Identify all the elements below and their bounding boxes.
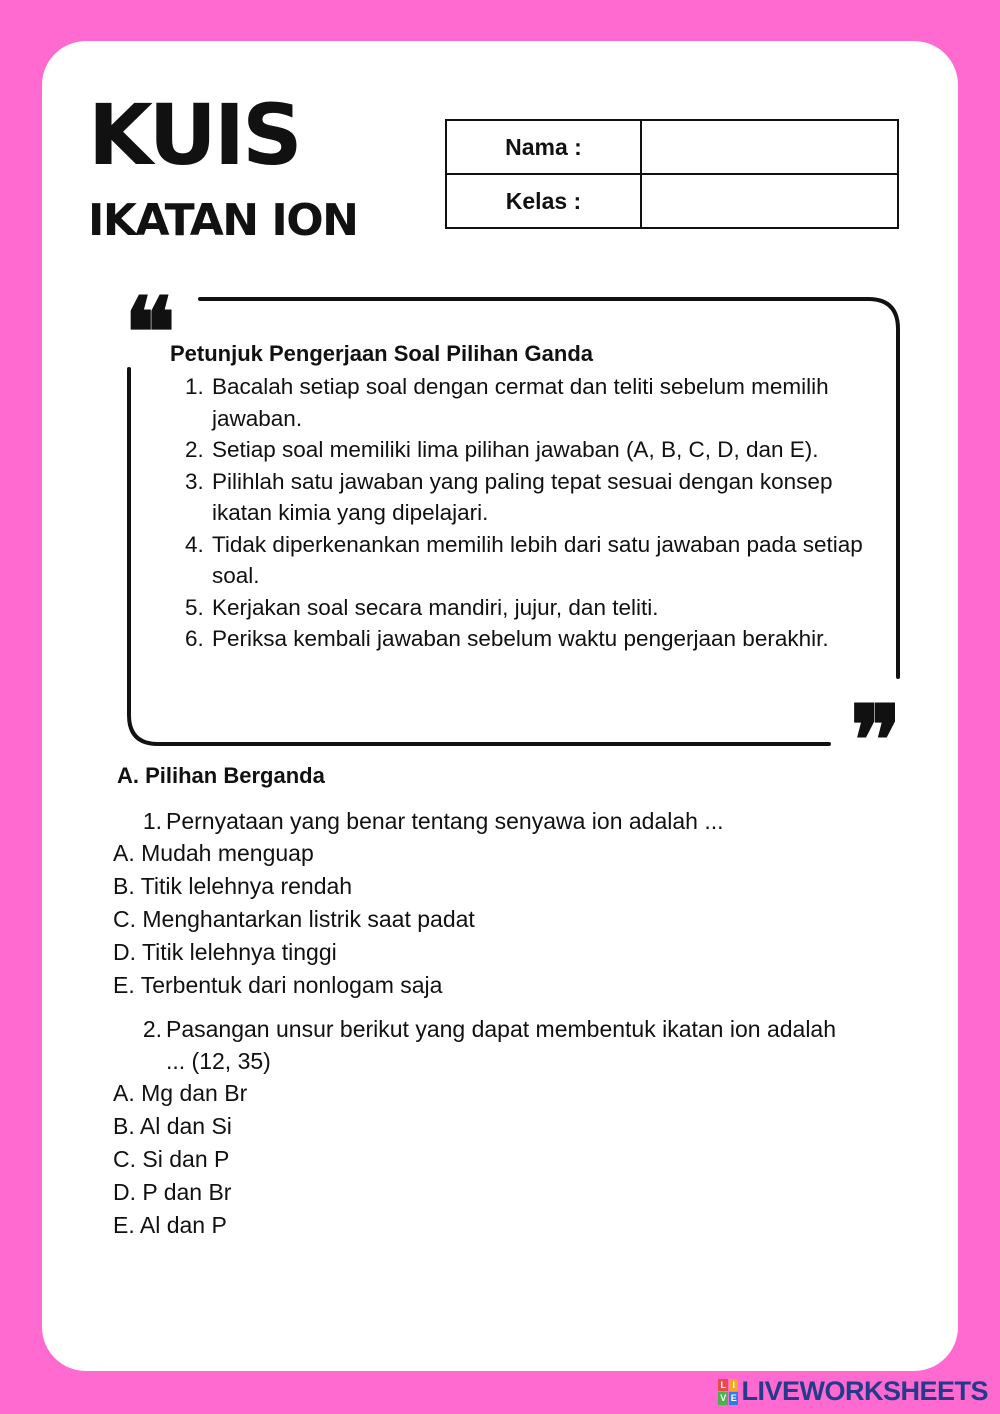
answer-option-e[interactable]: E. Al dan P xyxy=(113,1212,227,1238)
answer-options xyxy=(113,837,852,1002)
class-label: Kelas : xyxy=(446,174,641,228)
open-quote-icon: ❝ xyxy=(124,276,176,389)
instruction-item: 5. Kerjakan soal secara mandiri, jujur, dan teliti. xyxy=(210,592,870,624)
instructions-list xyxy=(170,371,870,655)
section-title: A. Pilihan Berganda xyxy=(117,763,325,788)
answer-option-a[interactable]: A. Mg dan Br xyxy=(113,1080,248,1106)
close-quote-icon: ❞ xyxy=(850,684,902,797)
answer-option-d[interactable]: D. Titik lelehnya tinggi xyxy=(113,939,337,965)
instructions-heading: Petunjuk Pengerjaan Soal Pilihan Ganda xyxy=(170,341,593,366)
logo-letter: E xyxy=(730,1393,737,1403)
question-1 xyxy=(113,805,852,1002)
answer-option-c[interactable]: C. Si dan P xyxy=(113,1146,230,1172)
instruction-item: 6. Periksa kembali jawaban sebelum waktu pengerjaan berakhir. xyxy=(210,623,870,655)
logo-letter: I xyxy=(729,1379,739,1392)
answer-option-e[interactable]: E. Terbentuk dari nonlogam saja xyxy=(113,972,443,998)
question-2 xyxy=(113,1013,852,1242)
logo-letter: V xyxy=(720,1393,727,1403)
quiz-subtitle: IKATAN ION xyxy=(88,195,358,246)
question-text: Pernyataan yang benar tentang senyawa ion adalah ... xyxy=(166,808,724,834)
answer-options xyxy=(113,1077,852,1242)
answer-option-b[interactable]: B. Titik lelehnya rendah xyxy=(113,873,353,899)
instruction-item: 4. Tidak diperkenankan memilih lebih dari satu jawaban pada setiap soal. xyxy=(210,529,870,592)
instruction-item: 2. Setiap soal memiliki lima pilihan jawaban (A, B, C, D, dan E). xyxy=(210,434,870,466)
quiz-title: KUIS xyxy=(88,86,300,184)
liveworksheets-brand[interactable]: LIVEWORKSHEETS xyxy=(741,1376,988,1406)
question-text-row xyxy=(132,805,852,837)
question-text-row xyxy=(132,1013,852,1077)
answer-option-a[interactable]: A. Mudah menguap xyxy=(113,840,314,866)
instructions-block xyxy=(170,341,870,655)
answer-option-b[interactable]: B. Al dan Si xyxy=(113,1113,232,1139)
question-text: Pasangan unsur berikut yang dapat membentuk ikatan ion adalah ... (12, 35) xyxy=(166,1016,837,1074)
instruction-item: 1. Bacalah setiap soal dengan cermat dan teliti sebelum memilih jawaban. xyxy=(210,371,870,434)
question-number: 1. xyxy=(142,808,162,834)
instruction-item: 3. Pilihlah satu jawaban yang paling tepat sesuai dengan konsep ikatan kimia yang dipelajari. xyxy=(210,466,870,529)
question-number: 2. xyxy=(142,1016,162,1042)
name-label: Nama : xyxy=(446,120,641,174)
logo-letter: L xyxy=(720,1379,726,1390)
liveworksheets-footer xyxy=(718,1376,988,1407)
liveworksheets-logo-icon xyxy=(718,1379,738,1405)
answer-option-d[interactable]: D. P dan Br xyxy=(113,1179,232,1205)
worksheet-card xyxy=(42,41,958,1371)
answer-option-c[interactable]: C. Menghantarkan listrik saat padat xyxy=(113,906,475,932)
